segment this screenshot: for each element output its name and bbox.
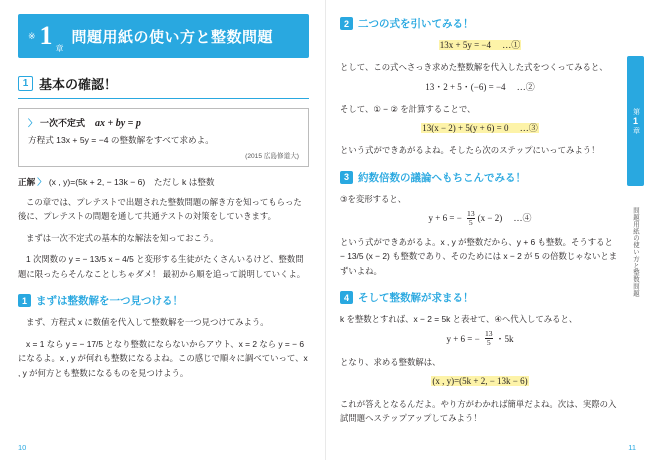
problem-box (18, 108, 309, 167)
answer-label: 正解 (18, 176, 36, 187)
section-heading (18, 74, 309, 93)
subsection-4-heading (340, 290, 620, 305)
subsection-2-number-badge: 2 (340, 17, 353, 30)
section-number-badge: 1 (18, 76, 33, 91)
side-tab (627, 56, 644, 186)
side-tab-label: 問題用紙の使い方と整数問題 (632, 207, 639, 297)
side-tab-sho: 章 (632, 126, 640, 135)
equation-5 (340, 331, 620, 348)
subsection-1-heading (18, 293, 309, 308)
subsection-1-number-badge: 1 (18, 294, 31, 307)
equation-5-suffix: ・5k (495, 333, 514, 344)
subsection-3-heading (340, 170, 620, 185)
problem-equation: ax + by = p (95, 118, 141, 129)
section-divider (18, 98, 309, 99)
equation-4-prefix: y + 6 = − (428, 213, 465, 224)
chevron-icon: 〉 (28, 118, 38, 128)
equation-5-denominator: 5 (486, 338, 491, 348)
problem-label: 一次不定式 (40, 118, 86, 128)
equation-1 (340, 37, 620, 53)
chapter-mark-icon: ※ (28, 30, 36, 41)
equation-4-denominator: 5 (468, 217, 473, 227)
subsection-2-heading (340, 16, 620, 31)
right-paragraph-2: そして、① − ② を計算することで、 (340, 103, 476, 114)
equation-3 (340, 120, 620, 136)
section-title: 基本の確認！ (39, 77, 118, 92)
subsection-1-paragraph-1: まず、方程式 x に数値を代入して整数解を一つ見つけてみよう。 (26, 317, 269, 328)
equation-5-fraction (483, 330, 495, 347)
page-number-left: 10 (18, 443, 27, 452)
subsection-2-title: 二つの式を引いてみる！ (358, 18, 474, 30)
page-number-right: 11 (628, 443, 636, 452)
problem-tag (28, 116, 299, 129)
subsection-4-number-badge: 4 (340, 291, 353, 304)
right-paragraph-6: k を整数とすれば、x − 2 = 5k と表せて、④へ代入してみると、 (340, 314, 578, 325)
right-paragraph-8: これが答えとなるんだよ。やり方がわかれば簡単だよね。次は、実際の入試問題へステップアップしてみよう！ (340, 398, 617, 424)
chapter-number: 1 (39, 21, 53, 50)
chapter-sho-label: 章 (55, 44, 64, 53)
equation-1-text: 13x + 5y = −4 …① (439, 40, 521, 50)
equation-4 (340, 210, 620, 227)
right-paragraph-4: ③を変形すると、 (340, 193, 407, 204)
right-paragraph-1: として、この式へさっき求めた整数解を代入した式をつくってみると、 (340, 62, 608, 73)
right-paragraph-3: という式ができあがるよね。そしたら次のステップにいってみよう！ (340, 145, 600, 156)
chapter-title: 問題用紙の使い方と整数問題 (71, 28, 274, 46)
chapter-banner (18, 14, 309, 58)
equation-6-text: (x , y)=(5k + 2, − 13k − 6) (432, 376, 528, 387)
answer-text: (x , y)=(5k + 2, − 13k − 6) ただし k は整数 (48, 176, 215, 187)
right-paragraph-7: となり、求める整数解は、 (340, 357, 441, 367)
problem-body: 方程式 13x + 5y = −4 の整数解をすべて求めよ。 (28, 135, 214, 145)
equation-5-prefix: y + 6 = − (446, 333, 482, 344)
paragraph-1: この章では、プレテストで出題された整数問題の解き方を知ってもらった後に、プレテストの問題を通して共通テストの対策をしていきます。 (18, 196, 302, 222)
equation-3-text: 13(x − 2) + 5(y + 6) = 0 …③ (422, 123, 538, 134)
subsection-4-title: そして整数解が求まる！ (358, 292, 474, 305)
equation-2: 13・2 + 5・(−6) = −4 …② (425, 81, 535, 92)
subsection-1-paragraph-2: x = 1 なら y = − 17/5 となり整数にならないからアウト、x = 2 なら y = − 6 になるよ。x , y が何れも整数になるよね。この感じで順々に調べていって、x , y が何方とも整数になるものを見つけよう。 (18, 338, 308, 378)
paragraph-3: 1 次関数の y = − 13/5 x − 4/5 と変形する生徒がたくさんいるけど、整数問題に限ったらそんなことしちゃダメ！ 最初から順を追って説明していくよ。 (18, 254, 306, 279)
side-tab-number: 1 (630, 115, 641, 127)
equation-4-numerator: 13 (467, 208, 475, 218)
answer-line (18, 176, 309, 188)
equation-5-numerator: 13 (484, 329, 493, 339)
problem-source: (2015 広島修道大) (245, 152, 299, 160)
right-page (325, 0, 650, 460)
equation-4-suffix: (x − 2) …④ (477, 213, 532, 224)
equation-4-fraction (465, 210, 477, 227)
equation-6 (340, 373, 620, 389)
subsection-3-number-badge: 3 (340, 171, 353, 184)
paragraph-2: まずは一次不定式の基本的な解法を知っておこう。 (26, 232, 219, 243)
subsection-3-title: 約数倍数の議論へもちこんでみる！ (358, 171, 526, 184)
answer-chevron-icon: 〉 (37, 176, 46, 187)
subsection-1-title: まずは整数解を一つ見つける！ (36, 295, 183, 308)
side-tab-dai: 第 (632, 107, 640, 116)
right-paragraph-5: という式ができあがるよ。x , y が整数だから、y + 6 も整数。そうすると − 13/5 (x − 2) も整数であり、そのためには x − 2 が 5 の倍数じゃないとまずいよね。 (340, 236, 618, 276)
